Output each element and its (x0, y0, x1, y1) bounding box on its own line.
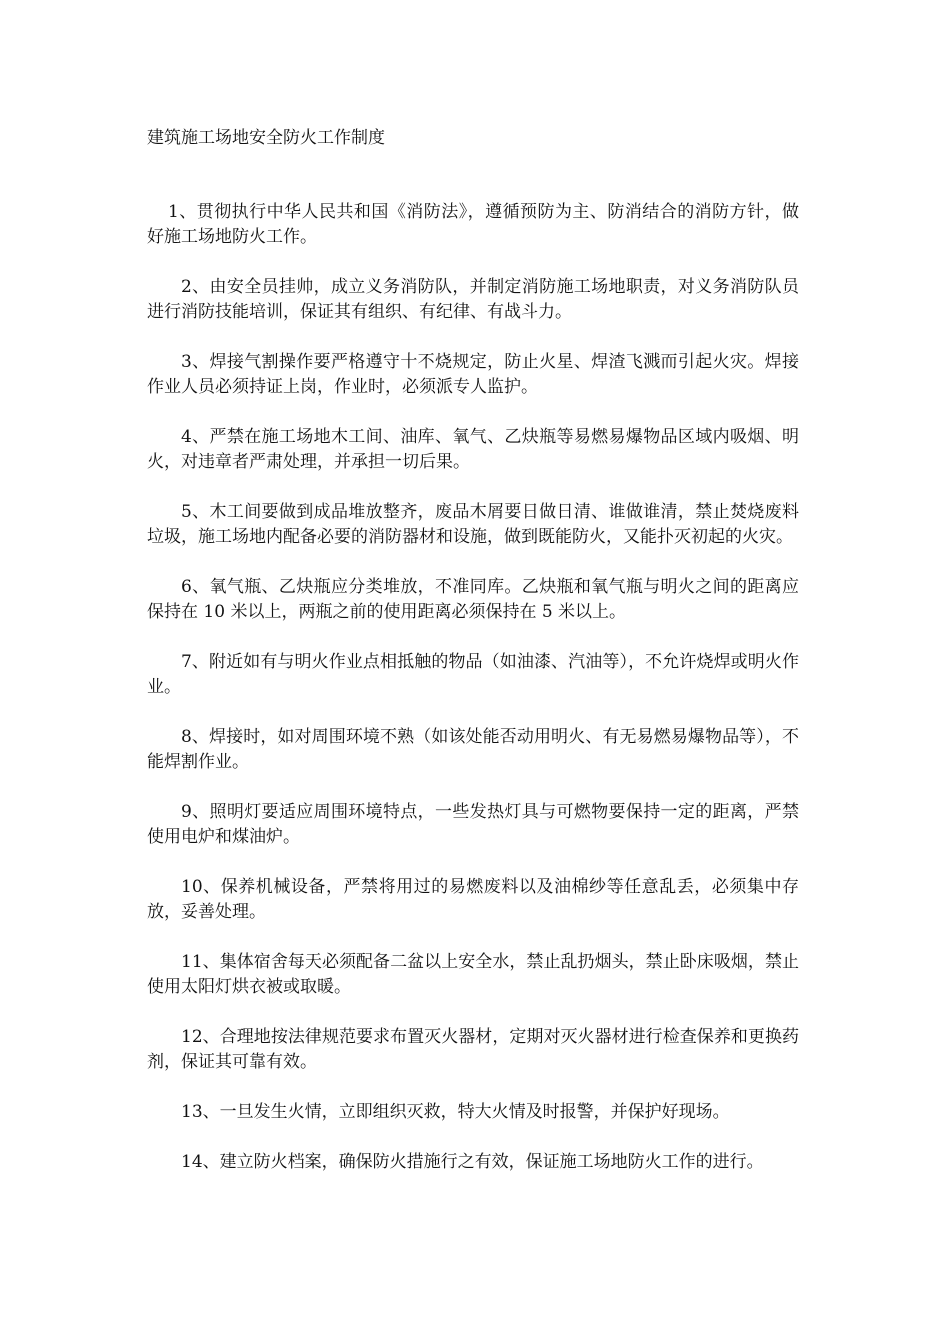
regulation-item-13: 13、一旦发生火情，立即组织灭救，特大火情及时报警，并保护好现场。 (181, 1102, 730, 1122)
document-body (147, 200, 799, 1200)
regulation-item-5: 5、木工间要做到成品堆放整齐，废品木屑要日做日清、谁做谁清，禁止焚烧废料垃圾，施工场地内配备必要的消防器材和设施，做到既能防火，又能扑灭初起的火灾。 (147, 502, 799, 547)
document-title: 建筑施工场地安全防火工作制度 (147, 128, 385, 148)
regulation-item-8: 8、焊接时，如对周围环境不熟（如该处能否动用明火、有无易燃易爆物品等），不能焊割作业。 (147, 727, 799, 772)
regulation-item-6: 6、氧气瓶、乙炔瓶应分类堆放，不准同库。乙炔瓶和氧气瓶与明火之间的距离应保持在 10 米以上，两瓶之前的使用距离必须保持在 5 米以上。 (147, 577, 799, 622)
regulation-item-7: 7、附近如有与明火作业点相抵触的物品（如油漆、汽油等），不允许烧焊或明火作业。 (147, 652, 799, 697)
regulation-item-2: 2、由安全员挂帅，成立义务消防队，并制定消防施工场地职责，对义务消防队员进行消防技能培训，保证其有组织、有纪律、有战斗力。 (147, 277, 799, 322)
regulation-item-4: 4、严禁在施工场地木工间、油库、氧气、乙炔瓶等易燃易爆物品区域内吸烟、明火，对违章者严肃处理，并承担一切后果。 (147, 427, 799, 472)
regulation-item-1: 1、贯彻执行中华人民共和国《消防法》，遵循预防为主、防消结合的消防方针，做好施工场地防火工作。 (147, 202, 799, 247)
regulation-item-11: 11、集体宿舍每天必须配备二盆以上安全水，禁止乱扔烟头，禁止卧床吸烟，禁止使用太阳灯烘衣被或取暖。 (147, 952, 799, 997)
regulation-item-3: 3、焊接气割操作要严格遵守十不烧规定，防止火星、焊渣飞溅而引起火灾。焊接作业人员必须持证上岗，作业时，必须派专人监护。 (147, 352, 799, 397)
regulation-item-12: 12、合理地按法律规范要求布置灭火器材，定期对灭火器材进行检查保养和更换药剂，保证其可靠有效。 (147, 1027, 799, 1072)
regulation-item-10: 10、保养机械设备，严禁将用过的易燃废料以及油棉纱等任意乱丢，必须集中存放，妥善处理。 (147, 877, 799, 922)
regulation-item-14: 14、建立防火档案，确保防火措施行之有效，保证施工场地防火工作的进行。 (181, 1152, 764, 1172)
regulation-item-9: 9、照明灯要适应周围环境特点，一些发热灯具与可燃物要保持一定的距离，严禁使用电炉和煤油炉。 (147, 802, 799, 847)
